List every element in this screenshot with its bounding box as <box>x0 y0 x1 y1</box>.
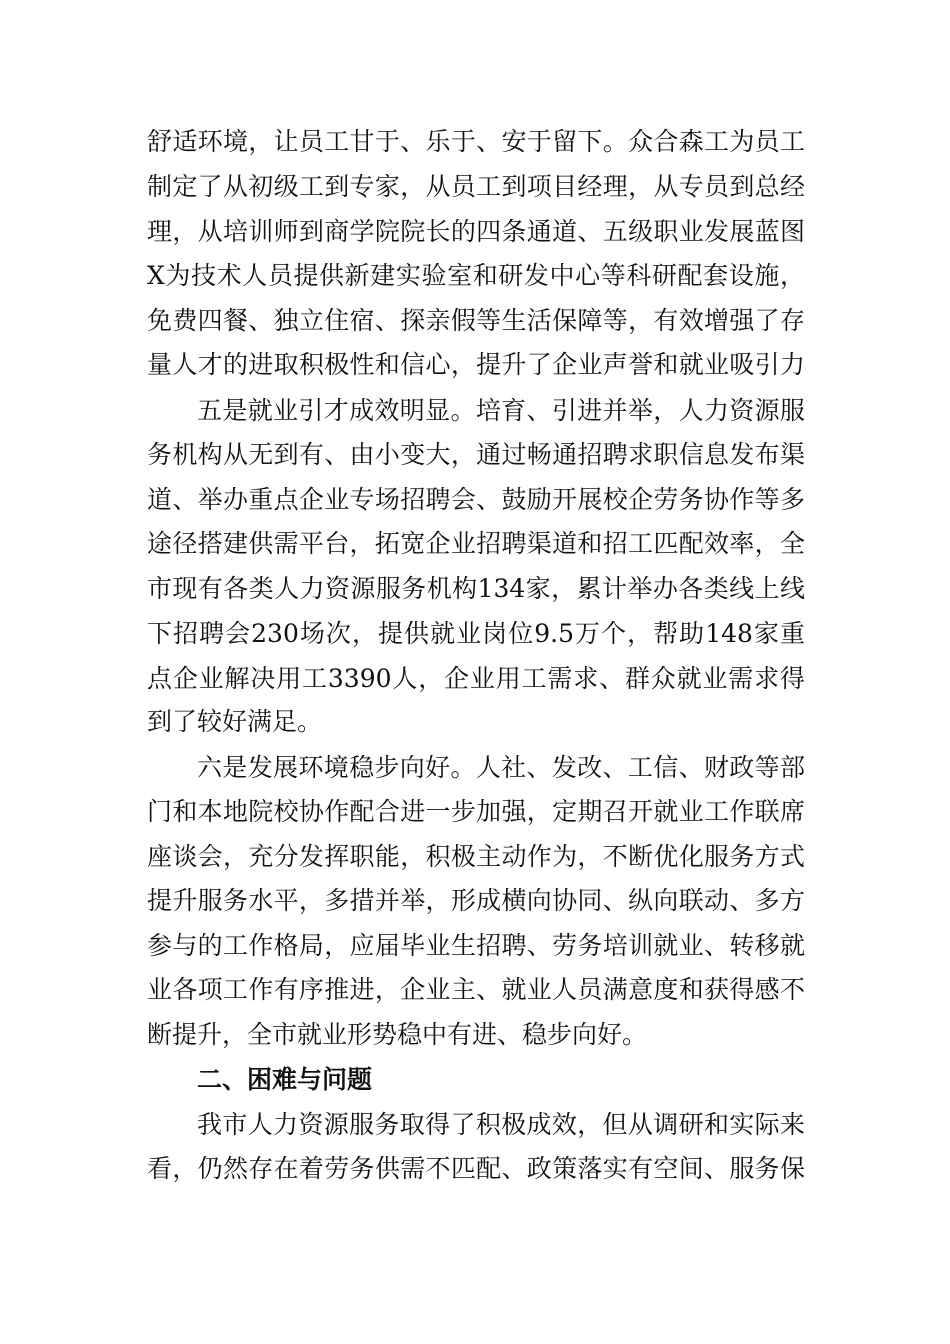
text-line: 免费四餐、独立住宿、探亲假等生活保障等，有效增强了存 <box>147 306 805 335</box>
text-line: 量人才的进取积极性和信心，提升了企业声誉和就业吸引力 <box>147 350 805 379</box>
text-line: 业各项工作有序推进，企业主、就业人员满意度和获得感不 <box>147 975 805 1004</box>
text-line: 门和本地院校协作配合进一步加强，定期召开就业工作联席 <box>147 797 805 826</box>
text-line: 市现有各类人力资源服务机构134家，累计举办各类线上线 <box>147 574 805 603</box>
text-line: 舒适环境，让员工甘于、乐于、安于留下。众合森工为员工 <box>147 127 805 156</box>
text-line: 六是发展环境稳步向好。人社、发改、工信、财政等部 <box>197 753 805 782</box>
text-line: 断提升，全市就业形势稳中有进、稳步向好。 <box>147 1020 648 1049</box>
text-line: 座谈会，充分发挥职能，积极主动作为，不断优化服务方式 <box>147 842 805 871</box>
text-line: 理，从培训师到商学院院长的四条通道、五级职业发展蓝图 <box>147 217 805 246</box>
text-line: 点企业解决用工3390人，企业用工需求、群众就业需求得 <box>147 664 805 693</box>
section-heading: 二、困难与问题 <box>197 1065 373 1094</box>
text-line: 提升服务水平，多措并举，形成横向协同、纵向联动、多方 <box>147 886 805 915</box>
text-line: 我市人力资源服务取得了积极成效，但从调研和实际来 <box>197 1110 805 1139</box>
text-line: 下招聘会230场次，提供就业岗位9.5万个，帮助148家重 <box>147 619 805 648</box>
text-line: 制定了从初级工到专家，从员工到项目经理，从专员到总经 <box>147 172 805 201</box>
text-line: 途径搭建供需平台，拓宽企业招聘渠道和招工匹配效率，全 <box>147 529 805 558</box>
text-line: 五是就业引才成效明显。培育、引进并举，人力资源服 <box>197 396 805 425</box>
text-line: X为技术人员提供新建实验室和研发中心等科研配套设施， <box>147 261 805 290</box>
text-line: 参与的工作格局，应届毕业生招聘、劳务培训就业、转移就 <box>147 931 805 960</box>
text-line: 到了较好满足。 <box>147 707 323 736</box>
text-line: 看，仍然存在着劳务供需不匹配、政策落实有空间、服务保 <box>147 1154 805 1183</box>
text-line: 道、举办重点企业专场招聘会、鼓励开展校企劳务协作等多 <box>147 485 805 514</box>
text-line: 务机构从无到有、由小变大，通过畅通招聘求职信息发布渠 <box>147 440 805 469</box>
